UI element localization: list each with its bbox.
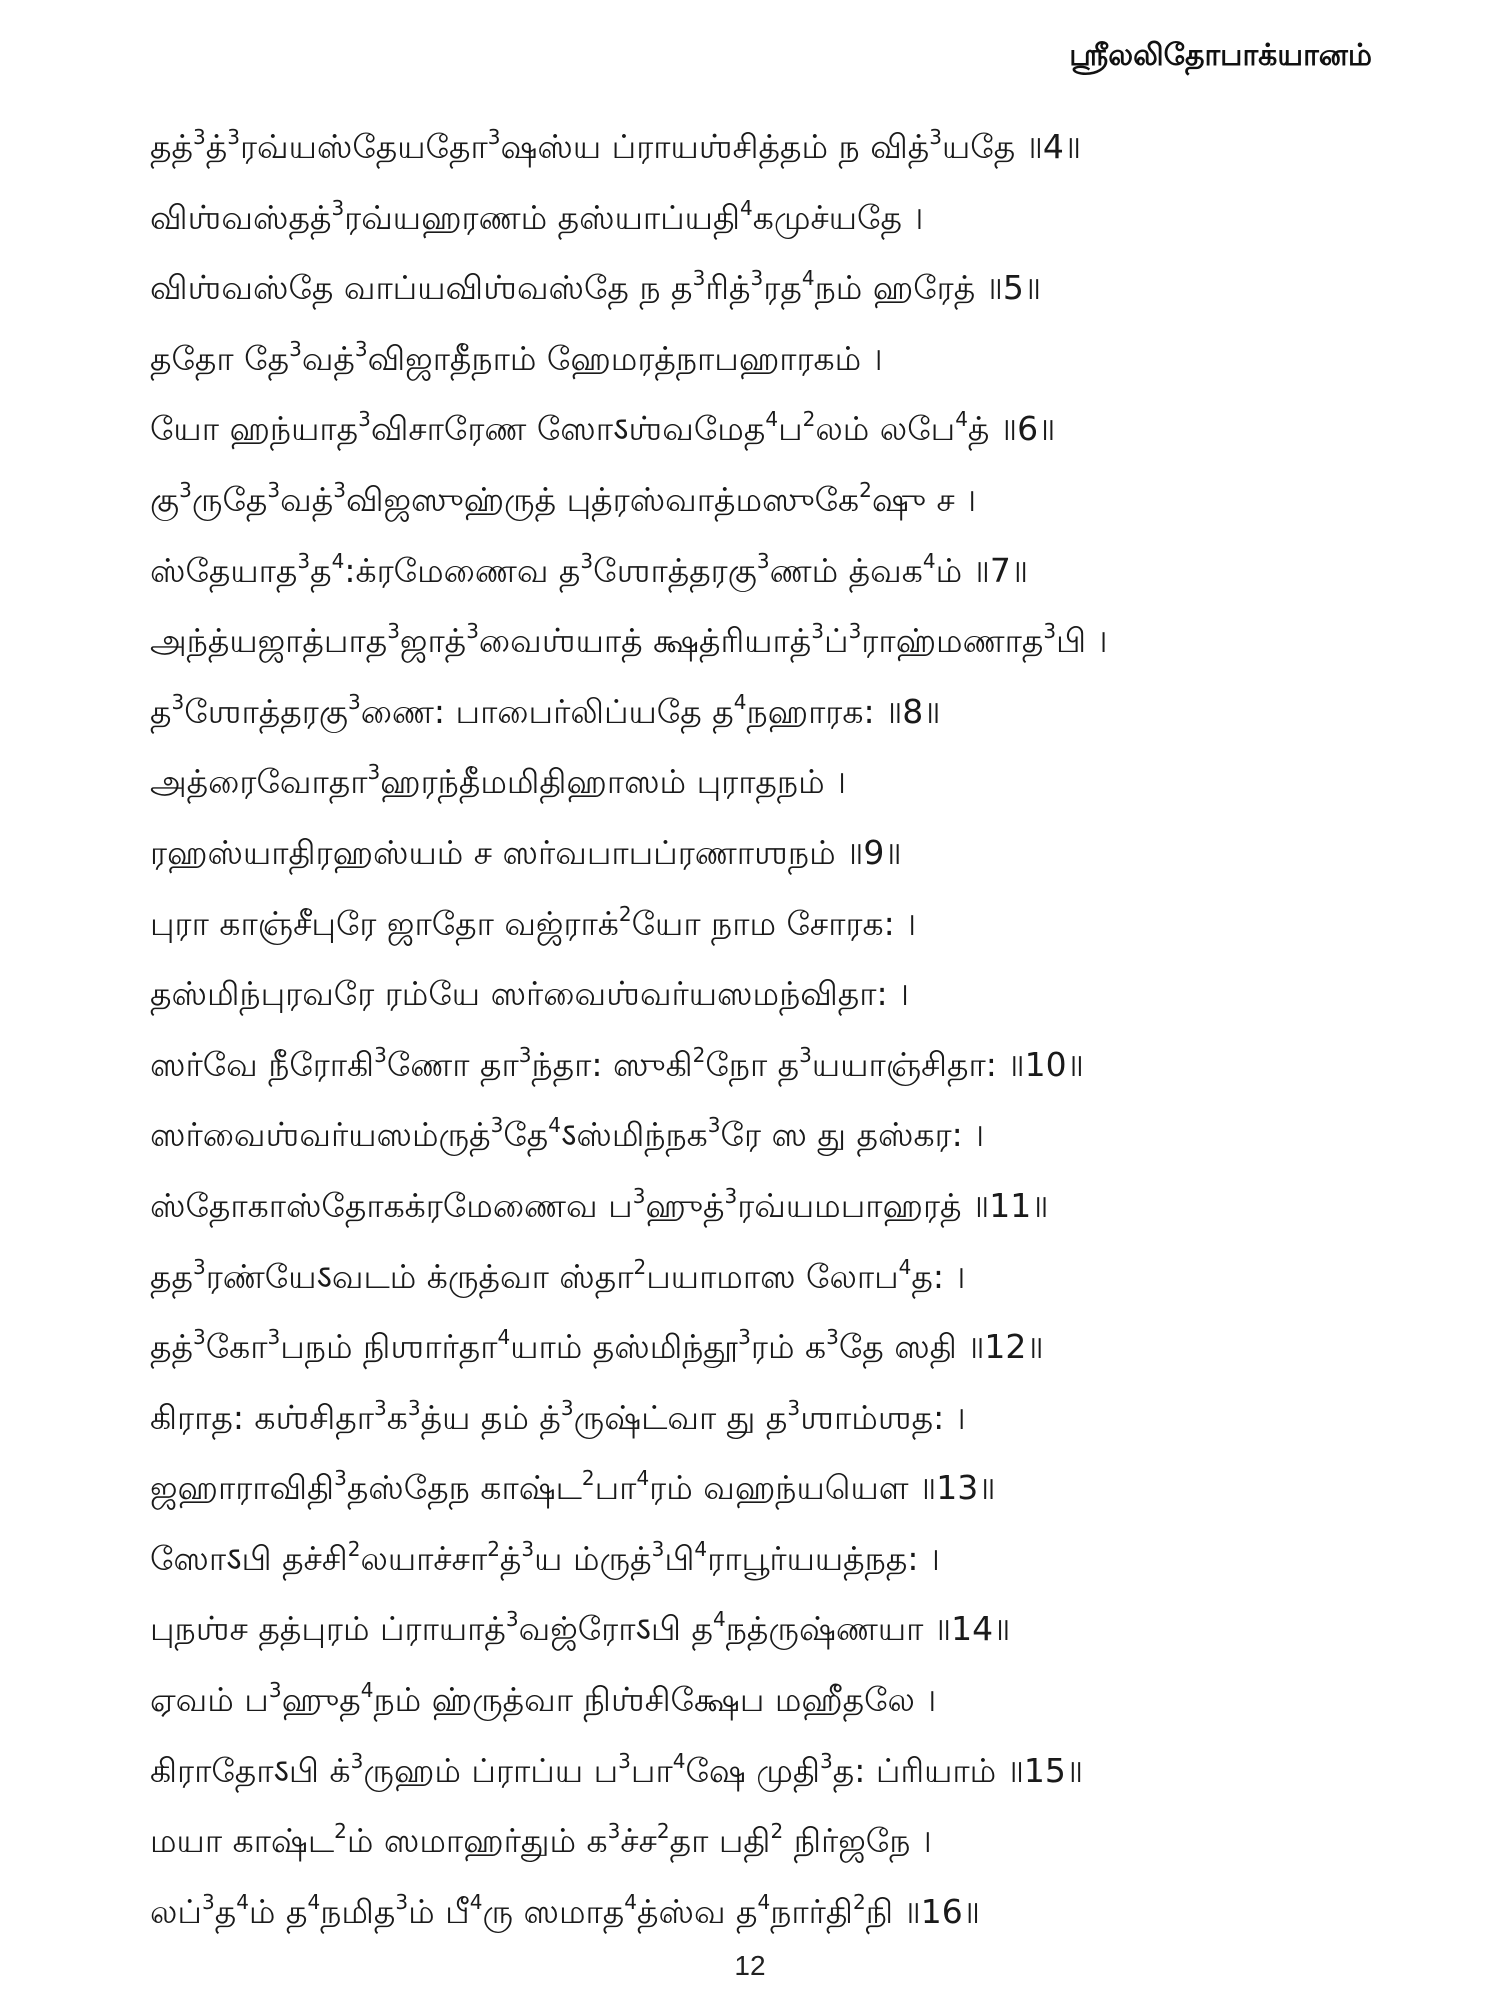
verse-line: ஸ்தோகாஸ்தோகக்ரமேணைவ ப$^3$ஹுத்$^3$ரவ்யமபாஹரத் ॥11॥ xyxy=(150,1183,1049,1225)
running-header: ஸ்ரீலலிதோபாக்யானம் xyxy=(1069,38,1372,73)
verse-line: புரா காஞ்சீபுரே ஜாதோ வஜ்ராக்$^2$யோ நாம சோரக: । xyxy=(150,901,917,943)
verse-line: தத்$^3$த்$^3$ரவ்யஸ்தேயதோ$^3$ஷஸ்ய ப்ராயஶ்சித்தம் ந வித்$^3$யதே ॥4॥ xyxy=(150,125,1082,166)
verse-line: யோ ஹந்யாத$^3$விசாரேண ஸோऽஶ்வமேத$^4$ப$^2$லம் லபே$^4$த் ॥6॥ xyxy=(150,407,1056,449)
verse-line: மயா காஷ்ட$^2$ம் ஸமாஹர்தும் க$^3$ச்ச$^2$தா பதி$^2$ நிர்ஜநே । xyxy=(150,1819,932,1861)
verse-line: விஶ்வஸ்தே வாப்யவிஶ்வஸ்தே ந த$^3$ரித்$^3$ரத$^4$நம் ஹரேத் ॥5॥ xyxy=(150,266,1042,308)
verse-line: புநஶ்ச தத்புரம் ப்ராயாத்$^3$வஜ்ரோऽபி த$^4$நத்ருஷ்ணயா ॥14॥ xyxy=(150,1607,1011,1649)
verse-line: தஸ்மிந்புரவரே ரம்யே ஸர்வைஶ்வர்யஸமந்விதா: । xyxy=(150,974,910,1014)
verse-line: லப்$^3$த$^4$ம் த$^4$நமித$^3$ம் பீ$^4$ரு ஸமாத$^4$த்ஸ்வ த$^4$நார்தி$^2$நி ॥16॥ xyxy=(150,1889,980,1931)
verse-line: த$^3$ஶோத்தரகு$^3$ணை: பாபைர்லிப்யதே த$^4$நஹாரக: ॥8॥ xyxy=(150,689,941,731)
verse-line: ஸர்வே நீரோகி$^3$ணோ தா$^3$ந்தா: ஸுகி$^2$நோ த$^3$யயாஞ்சிதா: ॥10॥ xyxy=(150,1042,1084,1084)
verse-line: ஜஹாராவிதி$^3$தஸ்தேந காஷ்ட$^2$பா$^4$ரம் வஹந்யயௌ ॥13॥ xyxy=(150,1466,996,1508)
verse-block xyxy=(150,112,1380,1947)
verse-line: ஏவம் ப$^3$ஹுத$^4$நம் ஹ்ருத்வா நிஶ்சிக்ஷேப மஹீதலே । xyxy=(150,1678,937,1720)
verse-line: ஸோऽபி தச்சி$^2$லயாச்சா$^2$த்$^3$ய ம்ருத்$^3$பி$^4$ராபூர்யயத்நத: । xyxy=(150,1536,940,1578)
verse-line: தத$^3$ரண்யேऽவடம் க்ருத்வா ஸ்தா$^2$பயாமாஸ லோப$^4$த: । xyxy=(150,1254,966,1296)
verse-line: அந்த்யஜாத்பாத$^3$ஜாத்$^3$வைஶ்யாத் க்ஷத்ரியாத்$^3$ப்$^3$ராஹ்மணாத$^3$பி । xyxy=(150,619,1108,661)
verse-line: கிராதோऽபி க்$^3$ருஹம் ப்ராப்ய ப$^3$பா$^4$ஷே முதி$^3$த: ப்ரியாம் ॥15॥ xyxy=(150,1748,1084,1790)
verse-line: கிராத: கஶ்சிதா$^3$க$^3$த்ய தம் த்$^3$ருஷ்ட்வா து த$^3$ஶாம்ஶத: । xyxy=(150,1395,966,1437)
verse-line: ததோ தே$^3$வத்$^3$விஜாதீநாம் ஹேமரத்நாபஹாரகம் । xyxy=(150,336,883,378)
page-number: 12 xyxy=(734,1950,766,1981)
verse-line: தத்$^3$கோ$^3$பநம் நிஶார்தா$^4$யாம் தஸ்மிந்தூ$^3$ரம் க$^3$தே ஸதி ॥12॥ xyxy=(150,1325,1044,1367)
verse-line: ரஹஸ்யாதிரஹஸ்யம் ச ஸர்வபாபப்ரணாஶநம் ॥9॥ xyxy=(150,832,902,872)
verse-line: அத்ரைவோதா$^3$ஹரந்தீமமிதிஹாஸம் புராதநம் । xyxy=(150,760,847,802)
verse-line: ஸர்வைஶ்வர்யஸம்ருத்$^3$தே$^4$ऽஸ்மிந்நக$^3$ரே ஸ து தஸ்கர: । xyxy=(150,1113,985,1155)
verse-line: விஶ்வஸ்தத்$^3$ரவ்யஹரணம் தஸ்யாப்யதி$^4$கமுச்யதே । xyxy=(150,195,924,237)
verse-line: ஸ்தேயாத$^3$த$^4$:க்ரமேணைவ த$^3$ஶோத்தரகு$^3$ணம் த்வக$^4$ம் ॥7॥ xyxy=(150,548,1029,590)
verse-line: கு$^3$ருதே$^3$வத்$^3$விஜஸுஹ்ருத் புத்ரஸ்வாத்மஸுகே$^2$ஷு ச । xyxy=(150,477,977,519)
